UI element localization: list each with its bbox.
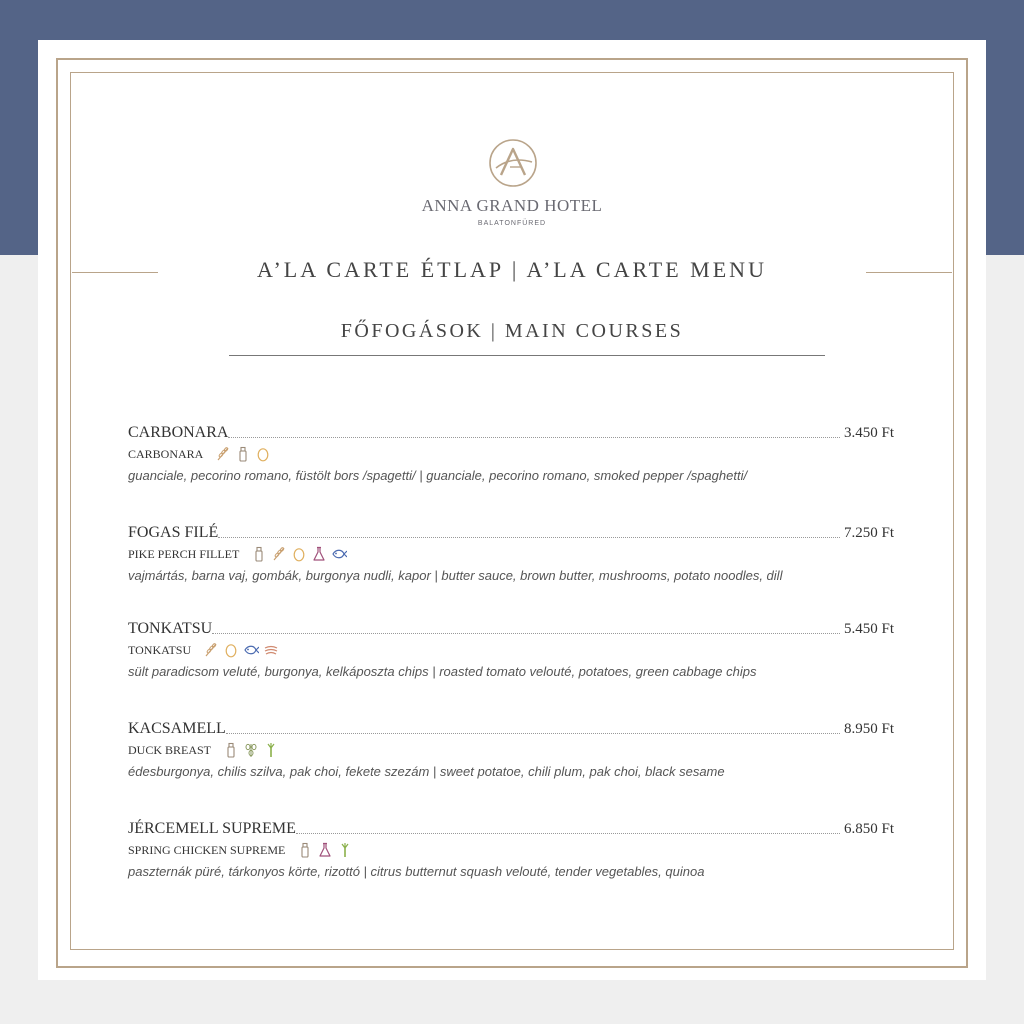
dish-price: 6.850 Ft: [843, 821, 894, 837]
dotted-leader: [296, 833, 840, 834]
dish-description: guanciale, pecorino romano, füstölt bors /spagetti/ | guanciale, pecorino romano, smoked pepper /spaghetti/: [128, 468, 748, 483]
fish-icon: [331, 546, 347, 562]
fish-icon: [243, 642, 259, 658]
english-name-row: [128, 741, 279, 759]
celery-icon: [337, 842, 353, 858]
menu-item: [128, 616, 894, 686]
menu-item-header: [128, 520, 894, 542]
english-name-row: [128, 545, 347, 563]
milk-icon: [235, 446, 251, 462]
menu-item-header: [128, 716, 894, 738]
dish-english-name: DUCK BREAST: [128, 742, 212, 757]
dish-english-name: CARBONARA: [128, 446, 204, 461]
dish-description: vajmártás, barna vaj, gombák, burgonya nudli, kapor | butter sauce, brown butter, mushrooms, potato noodles, dill: [128, 568, 783, 583]
dish-english-name: SPRING CHICKEN SUPREME: [128, 842, 286, 857]
menu-item: [128, 420, 894, 490]
dish-name: FOGAS FILÉ: [128, 524, 219, 541]
menu-item: [128, 816, 894, 886]
section-title: FŐFOGÁSOK | MAIN COURSES: [340, 320, 684, 342]
menu-item: [128, 716, 894, 786]
dish-description: sült paradicsom veluté, burgonya, kelkáposzta chips | roasted tomato velouté, potatoes, green cabbage chips: [128, 664, 757, 679]
dish-name: CARBONARA: [128, 424, 229, 441]
wheat-icon: [215, 446, 231, 462]
dish-price: 5.450 Ft: [843, 621, 894, 637]
hotel-location: BALATONFÜRED: [477, 220, 547, 227]
milk-icon: [223, 742, 239, 758]
dish-description: édesburgonya, chilis szilva, pak choi, fekete szezám | sweet potatoe, chili plum, pak choi, black sesame: [128, 764, 725, 779]
dish-english-name: PIKE PERCH FILLET: [128, 546, 240, 561]
dish-description: paszternák püré, tárkonyos körte, rizottó | citrus butternut squash velouté, tender vegetables, quinoa: [128, 864, 705, 879]
wheat-icon: [203, 642, 219, 658]
dish-name: TONKATSU: [128, 620, 213, 637]
english-name-row: [128, 841, 353, 859]
sulphite-icon: [317, 842, 333, 858]
menu-item-header: [128, 616, 894, 638]
menu-title: A’LA CARTE ÉTLAP | A’LA CARTE MENU: [257, 257, 767, 282]
english-name-row: [128, 641, 279, 659]
english-name-row: [128, 445, 271, 463]
hotel-name: ANNA GRAND HOTEL: [421, 196, 603, 215]
title-rule-right: [866, 272, 952, 273]
dotted-leader: [228, 437, 840, 438]
dish-english-name: TONKATSU: [128, 642, 192, 657]
dotted-leader: [212, 633, 840, 634]
monogram-a-logo: [488, 138, 538, 188]
dotted-leader: [226, 733, 840, 734]
dotted-leader: [218, 537, 840, 538]
crustacean-icon: [263, 642, 279, 658]
sulphite-icon: [311, 546, 327, 562]
dish-price: 3.450 Ft: [843, 425, 894, 441]
menu-item-header: [128, 816, 894, 838]
sesame-icon: [243, 742, 259, 758]
milk-icon: [251, 546, 267, 562]
section-underline: [229, 355, 825, 356]
menu-item: [128, 520, 894, 590]
milk-icon: [297, 842, 313, 858]
dish-name: KACSAMELL: [128, 720, 226, 737]
dish-price: 8.950 Ft: [843, 721, 894, 737]
egg-icon: [223, 642, 239, 658]
celery-icon: [263, 742, 279, 758]
egg-icon: [291, 546, 307, 562]
wheat-icon: [271, 546, 287, 562]
egg-icon: [255, 446, 271, 462]
menu-item-header: [128, 420, 894, 442]
dish-name: JÉRCEMELL SUPREME: [128, 820, 296, 837]
dish-price: 7.250 Ft: [843, 525, 894, 541]
